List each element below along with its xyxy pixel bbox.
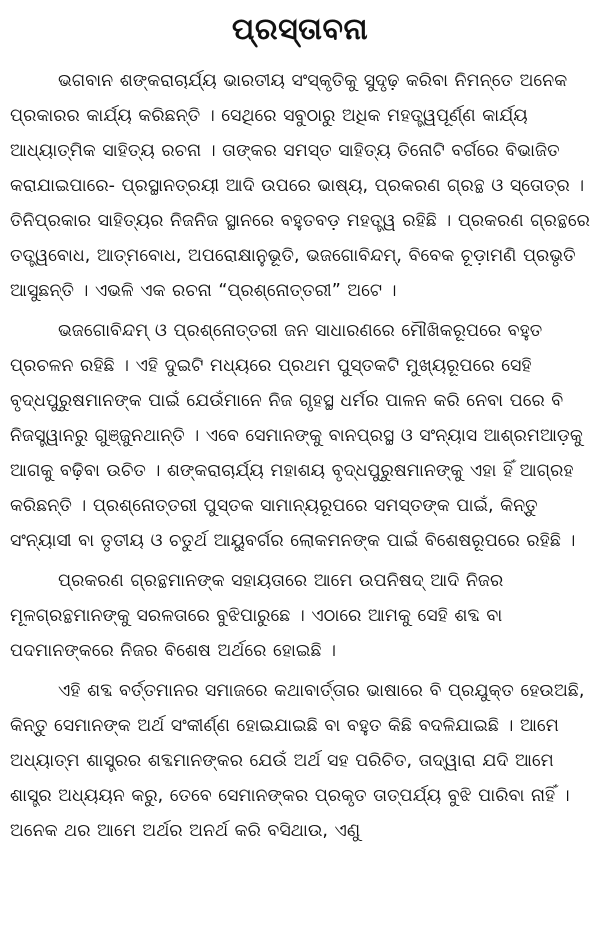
paragraph-1: ଭଗବାନ ଶଙ୍କରାଚାର୍ଯ୍ୟ ଭାରତୀୟ ସଂସ୍କୃତିକୁ ସୁଦୃଢ଼ କରିବା ନିମନ୍ତେ ଅନେକ ପ୍ରକାରର କାର୍ଯ୍ୟ କରିଛନ୍ତି । ସେଥିରେ ସବୁଠାରୁ ଅଧିକ ମହତ୍ତ୍ୱପୂର୍ଣ୍ଣ କାର୍ଯ୍ୟ ଆଧ୍ୟାତ୍ମିକ ସାହିତ୍ୟ ରଚନା । ତାଙ୍କର ସମସ୍ତ ସାହିତ୍ୟ ତିନୋଟି ବର୍ଗରେ ବିଭାଜିତ କରାଯାଇପାରେ- ପ୍ରସ୍ଥାନତ୍ରୟୀ ଆଦି ଉପରେ ଭାଷ୍ୟ, ପ୍ରକରଣ ଗ୍ରନ୍ଥ ଓ ସ୍ତୋତ୍ର । ତିନିପ୍ରକାର ସାହିତ୍ୟର ନିଜନିଜ ସ୍ଥାନରେ ବହୁତବଡ଼ ମହତ୍ତ୍ୱ ରହିଛି । ପ୍ରକରଣ ଗ୍ରନ୍ଥରେ ତତ୍ତ୍ୱବୋଧ, ଆତ୍ମବୋଧ, ଅପରୋକ୍ଷାନୁଭୂତି, ଭଜଗୋବିନ୍ଦମ୍, ବିବେକ ଚୂଡ଼ାମଣି ପ୍ରଭୃତି ଆସୁଛନ୍ତି । ଏଭଳି ଏକ ରଚନା “ପ୍ରଶ୍ନୋତ୍ତରୀ” ଅଟେ ।	[10, 71, 590, 301]
paragraph-2: ଭଜଗୋବିନ୍ଦମ୍ ଓ ପ୍ରଶ୍ନୋତ୍ତରୀ ଜନ ସାଧାରଣରେ ମୌଖିକରୂପରେ ବହୁତ ପ୍ରଚଳନ ରହିଛି । ଏହି ଦୁଇଟି ମଧ୍ୟରେ ପ୍ରଥମ ପୁସ୍ତକଟି ମୁଖ୍ୟରୂପରେ ସେହି ବୃଦ୍ଧପୁରୁଷମାନଙ୍କ ପାଇଁ ଯେଉଁମାନେ ନିଜ ଗୃହସ୍ଥ ଧର୍ମର ପାଳନ କରି ନେବା ପରେ ବି ନିଜସ୍ତ୍ୱାନରୁ ଗୁଞ୍ଜୁନଥାନ୍ତି । ଏବେ ସେମାନଙ୍କୁ ବାନପ୍ରସ୍ଥ ଓ ସଂନ୍ୟାସ ଆଶ୍ରମଆଡ଼କୁ ଆଗକୁ ବଢ଼ିବା ଉଚିତ । ଶଙ୍କରାଚାର୍ଯ୍ୟ ମହାଶୟ ବୃଦ୍ଧପୁରୁଷମାନଙ୍କୁ ଏହା ହିଁ ଆଗ୍ରହ କରିଛନ୍ତି । ପ୍ରଶ୍ନୋତ୍ତରୀ ପୁସ୍ତକ ସାମାନ୍ୟରୂପରେ ସମସ୍ତଙ୍କ ପାଇଁ, କିନ୍ତୁ ସଂନ୍ୟାସୀ ବା ତୃତୀୟ ଓ ଚତୁର୍ଥ ଆୟୁବର୍ଗର ଲୋକମନଙ୍କ ପାଇଁ ବିଶେଷରୂପରେ ରହିଛି ।	[10, 321, 583, 551]
page-title: ପ୍ରସ୍ତାବନା	[231, 12, 369, 47]
paragraph-4: ଏହି ଶବ୍ଦ ବର୍ତ୍ତମାନର ସମାଜରେ କଥାବାର୍ତ୍ତାର ଭାଷାରେ ବି ପ୍ରଯୁକ୍ତ ହେଉଅଛି, କିନ୍ତୁ ସେମାନଙ୍କ ଅର୍ଥ ସଂକୀର୍ଣ୍ଣ ହୋଇଯାଇଛି ବା ବହୁତ କିଛି ବଦଳିଯାଇଛି । ଆମେ ଅଧ୍ୟାତ୍ମ ଶାସ୍ତ୍ରର ଶବ୍ଦମାନଙ୍କର ଯେଉଁ ଅର୍ଥ ସହ ପରିଚିତ, ତାଦ୍ୱାରା ଯଦି ଆମେ ଶାସ୍ତ୍ର ଅଧ୍ୟୟନ କରୁ, ତେବେ ସେମାନଙ୍କର ପ୍ରକୃତ ତାତ୍ପର୍ଯ୍ୟ ବୁଝି ପାରିବା ନାହିଁ । ଅନେକ ଥର ଆମେ ଅର୍ଥର ଅନର୍ଥ କରି ବସିଥାଉ, ଏଣୁ	[10, 681, 585, 841]
paragraph-3: ପ୍ରକରଣ ଗ୍ରନ୍ଥମାନଙ୍କ ସହାୟତାରେ ଆମେ ଉପନିଷଦ୍ ଆଦି ନିଜର ମୂଳଗ୍ରନ୍ଥମାନଙ୍କୁ ସରଳତାରେ ବୁଝିପାରୁଛେ । ଏଠାରେ ଆମକୁ ସେହି ଶବ୍ଦ ବା ପଦମାନଙ୍କରେ ନିଜର ବିଶେଷ ଅର୍ଥରେ ହୋଇଛି ।	[10, 571, 504, 661]
